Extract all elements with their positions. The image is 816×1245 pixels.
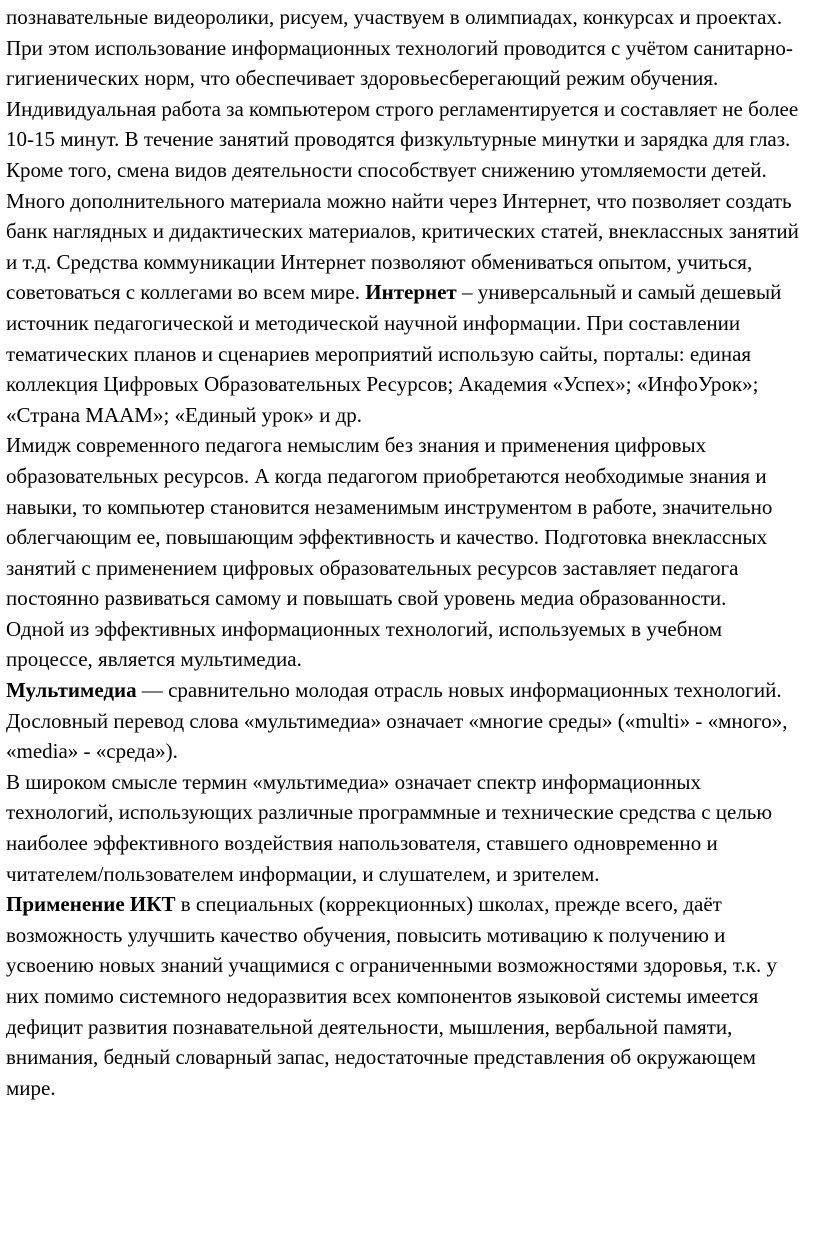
paragraph-text: В широком смысле термин «мультимедиа» означает спектр информационных технологий, использующих различные программные и технические средства с целью наиболее эффективного воздействия напользователя, ставшего одновременно и читателем/пользователем информации, и слушателем, и зрителем. [6, 769, 773, 886]
paragraph-text: — сравнительно молодая отрасль новых информационных технологий. Дословный перевод слова «мультимедиа» означает «многие среды» («multi» - «много», «media» - «среда»). [6, 678, 788, 764]
paragraph-multimedia-broad [6, 767, 810, 889]
paragraph-text: познавательные видеоролики, рисуем, участвуем в олимпиадах, конкурсах и проектах. [6, 5, 783, 29]
term-internet: Интернет [365, 280, 457, 305]
paragraph-multimedia-definition [6, 675, 810, 767]
paragraph-multimedia-intro [6, 614, 810, 675]
paragraph-text: в специальных (коррекционных) школах, прежде всего, даёт возможность улучшить качество обучения, повысить мотивацию к получению и усвоению новых знаний учащимися с ограниченными возможностями здоровья, т.к. у них помимо системного недоразвития всех компонентов языковой системы имеется дефицит развития познавательной деятельности, мышления, вербальной памяти, внимания, бедный словарный запас, недостаточные представления об окружающем мире. [6, 892, 777, 1100]
paragraph-activities [6, 2, 810, 33]
term-ict-application: Применение ИКТ [6, 892, 176, 917]
paragraph-internet [6, 186, 810, 431]
paragraph-text: – универсальный и самый дешевый источник педагогической и методической научной информации. При составлении тематических планов и сценариев мероприятий использую сайты, порталы: единая коллекция Цифровых Образовательных Ресурсов; Академия «Успех»; «ИнфоУрок»; «Страна МААМ»; «Единый урок» и др. [6, 280, 782, 427]
paragraph-text: При этом использование информационных технологий проводится с учётом санитарно-гигиенических норм, что обеспечивает здоровьесберегающий режим обучения. Индивидуальная работа за компьютером строго регламентируется и составляет не более 10-15 минут. В течение занятий проводятся физкультурные минутки и зарядка для глаз. Кроме того, смена видов деятельности способствует снижению утомляемости детей. [6, 35, 799, 182]
paragraph-text: Имидж современного педагога немыслим без знания и применения цифровых образовательных ресурсов. А когда педагогом приобретаются необходимые знания и навыки, то компьютер становится незаменимым инструментом в работе, значительно облегчающим ее, повышающим эффективность и качество. Подготовка внеклассных занятий с применением цифровых образовательных ресурсов заставляет педагога постоянно развиваться самому и повышать свой уровень медиа образованности. [6, 433, 773, 611]
term-multimedia: Мультимедиа [6, 678, 137, 703]
paragraph-text: Много дополнительного материала можно найти через Интернет, что позволяет создать банк наглядных и дидактических материалов, критических статей, внеклассных занятий и т.д. Средства коммуникации Интернет позволяют обмениваться опытом, учиться, советоваться с коллегами во всем мире. [6, 188, 799, 305]
paragraph-teacher-image [6, 430, 810, 614]
paragraph-sanitary-norms [6, 33, 810, 186]
paragraph-text: Одной из эффективных информационных технологий, используемых в учебном процессе, является мультимедиа. [6, 616, 723, 672]
paragraph-ict-application [6, 889, 810, 1103]
